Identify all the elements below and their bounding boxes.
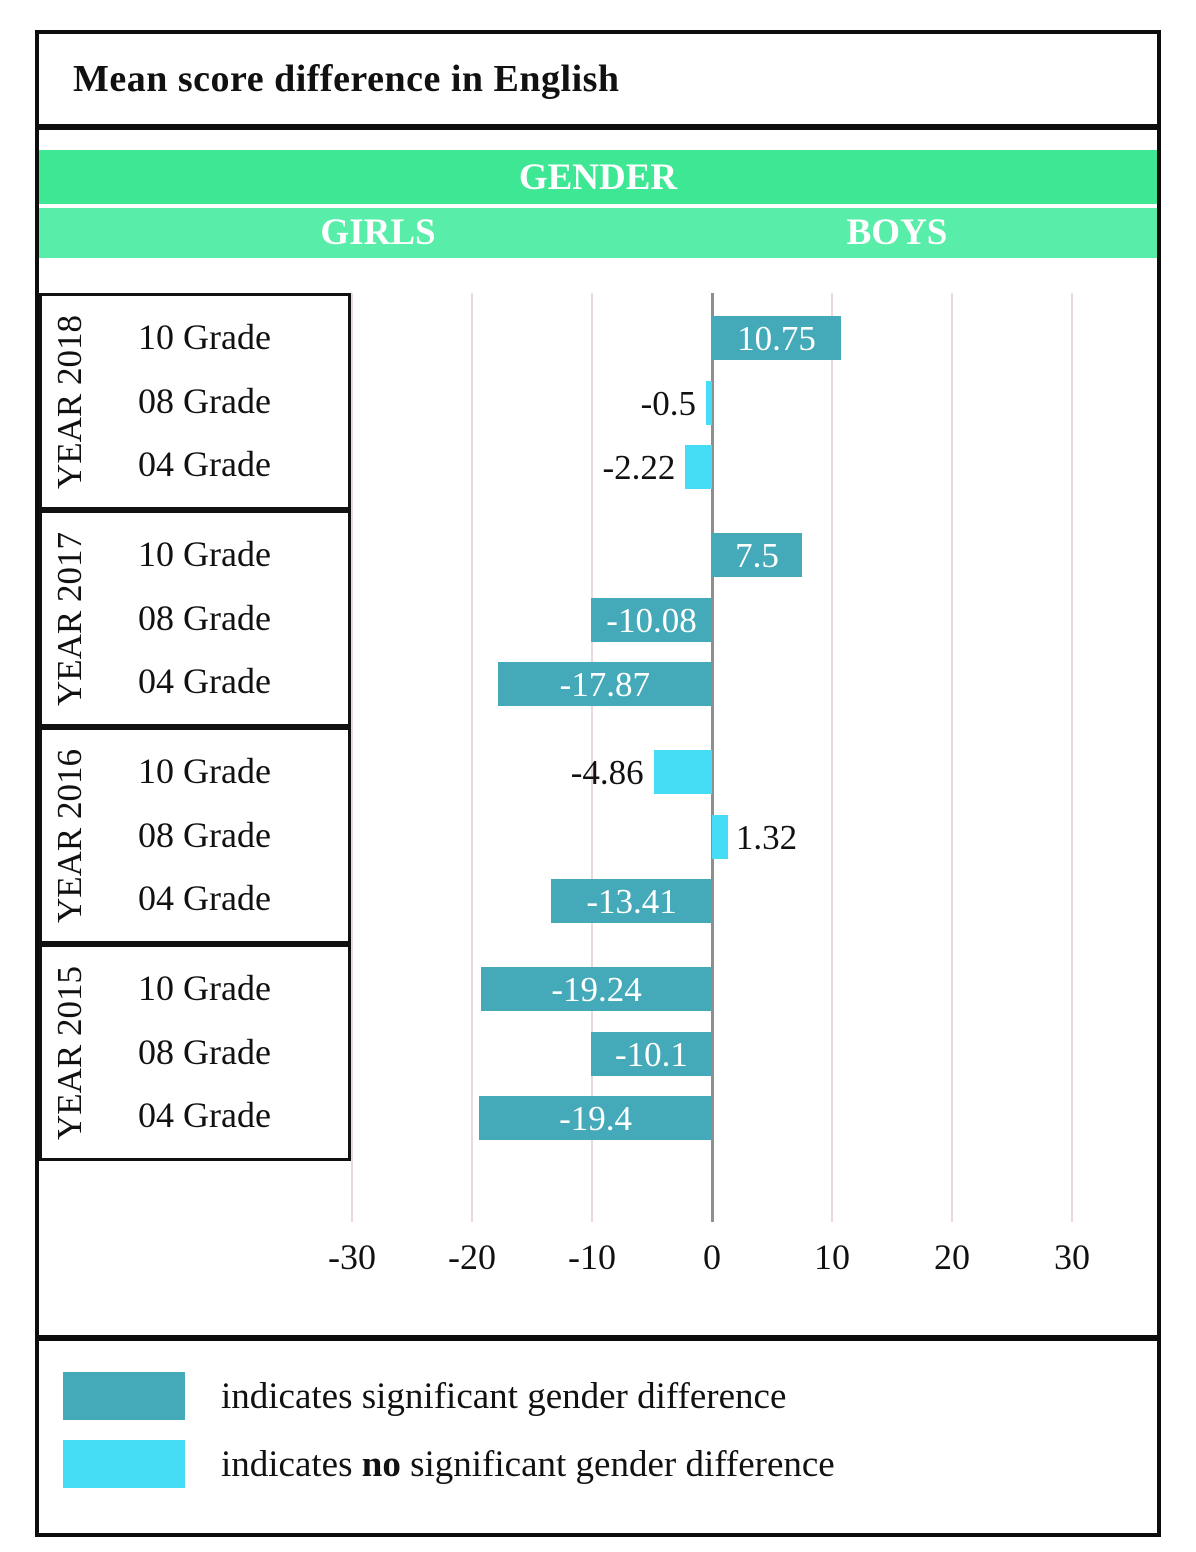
grade-label: 04 Grade bbox=[138, 1095, 271, 1135]
year-label-2015: YEAR 2015 bbox=[50, 965, 89, 1140]
legend-item-significant bbox=[63, 1371, 786, 1421]
legend-text-bold: no bbox=[361, 1443, 401, 1485]
bar-value-label: 7.5 bbox=[735, 536, 779, 575]
bar-2016-grade10 bbox=[39, 750, 1157, 794]
x-axis-tick: -20 bbox=[448, 1237, 496, 1277]
bar-2017-grade08 bbox=[39, 598, 1157, 642]
grade-label: 10 Grade bbox=[138, 317, 271, 357]
bar-2018-grade08 bbox=[39, 381, 1157, 425]
bar-2016-grade04 bbox=[39, 879, 1157, 923]
bar-2018-grade04 bbox=[39, 445, 1157, 489]
bar-2018-grade10 bbox=[39, 316, 1157, 360]
grade-label: 04 Grade bbox=[138, 661, 271, 701]
bar-value-label: 10.75 bbox=[737, 319, 816, 358]
boys-header-label: BOYS bbox=[846, 212, 948, 253]
bar-2015-grade04 bbox=[39, 1096, 1157, 1140]
grade-label: 08 Grade bbox=[138, 380, 271, 421]
grade-label: 10 Grade bbox=[138, 968, 271, 1008]
no-significant-color-swatch bbox=[63, 1440, 185, 1488]
x-axis-tick: -30 bbox=[328, 1237, 376, 1277]
grade-label: 10 Grade bbox=[138, 751, 271, 791]
bar-2015-grade10 bbox=[39, 967, 1157, 1011]
figure-frame bbox=[35, 30, 1161, 1537]
legend-text: indicates significant gender difference bbox=[221, 1375, 787, 1417]
bar-2017-grade04 bbox=[39, 662, 1157, 706]
chart-area bbox=[39, 34, 1157, 1533]
grade-label: 10 Grade bbox=[138, 534, 271, 574]
bar-value-label: -2.22 bbox=[602, 448, 676, 487]
year-label-2018: YEAR 2018 bbox=[50, 314, 89, 489]
bar-value-label: -17.87 bbox=[559, 665, 650, 704]
gender-header-label: GENDER bbox=[518, 156, 678, 198]
x-axis-tick: 30 bbox=[1054, 1237, 1090, 1277]
chart-title: Mean score difference in English bbox=[73, 58, 620, 100]
year-label-2017: YEAR 2017 bbox=[50, 531, 89, 706]
year-label-2016: YEAR 2016 bbox=[50, 748, 89, 923]
bar-2016-grade08 bbox=[39, 815, 1157, 859]
x-axis-tick: 10 bbox=[814, 1237, 850, 1277]
significant-color-swatch bbox=[63, 1372, 185, 1420]
bar bbox=[712, 815, 728, 859]
bar-value-label: -4.86 bbox=[570, 753, 644, 792]
bar bbox=[654, 750, 712, 794]
legend bbox=[39, 1335, 1157, 1533]
bar-value-label: -13.41 bbox=[586, 882, 677, 921]
bar-value-label: 1.32 bbox=[735, 818, 798, 857]
grade-label: 08 Grade bbox=[138, 814, 271, 855]
grade-label: 04 Grade bbox=[138, 878, 271, 918]
bar-2015-grade08 bbox=[39, 1032, 1157, 1076]
bar bbox=[685, 445, 712, 489]
legend-text: indicates bbox=[221, 1443, 362, 1485]
x-axis-tick: 20 bbox=[934, 1237, 970, 1277]
legend-item-not-significant bbox=[63, 1439, 835, 1489]
grade-label: 04 Grade bbox=[138, 444, 271, 484]
bar-value-label: -19.24 bbox=[551, 970, 642, 1009]
bar-value-label: -0.5 bbox=[640, 384, 696, 423]
bar-value-label: -10.1 bbox=[614, 1035, 688, 1074]
girls-header-label: GIRLS bbox=[320, 212, 436, 253]
bar-2017-grade10 bbox=[39, 533, 1157, 577]
grade-label: 08 Grade bbox=[138, 1031, 271, 1072]
bar-value-label: -10.08 bbox=[606, 601, 697, 640]
legend-text: significant gender difference bbox=[400, 1443, 835, 1485]
x-axis-tick: 0 bbox=[703, 1237, 721, 1277]
bar-value-label: -19.4 bbox=[559, 1099, 633, 1138]
bar bbox=[706, 381, 712, 425]
grade-label: 08 Grade bbox=[138, 597, 271, 638]
x-axis-tick: -10 bbox=[568, 1237, 616, 1277]
